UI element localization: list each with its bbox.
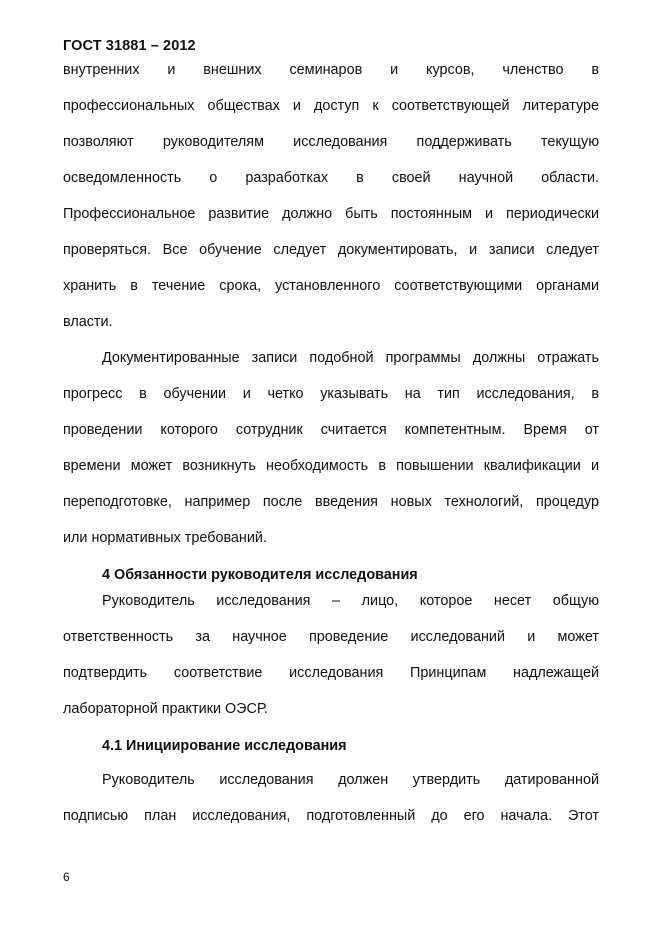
- text-line: прогресс в обучении и четко указывать на тип исследования, в: [63, 386, 599, 402]
- text-line: власти.: [63, 314, 113, 330]
- text-line: или нормативных требований.: [63, 530, 267, 546]
- text-line: проверяться. Все обучение следует документировать, и записи следует: [63, 242, 599, 258]
- text-line: подтвердить соответствие исследования Принципам надлежащей: [63, 665, 599, 681]
- page-number: 6: [63, 870, 70, 884]
- text-line: подписью план исследования, подготовленный до его начала. Этот: [63, 808, 599, 824]
- paragraph-first-line: Руководитель исследования должен утвердить датированной: [102, 772, 599, 788]
- text-line: переподготовке, например после введения новых технологий, процедур: [63, 494, 599, 510]
- text-line: осведомленность о разработках в своей научной области.: [63, 170, 599, 186]
- subsection-heading: 4.1 Инициирование исследования: [102, 738, 347, 754]
- text-line: Профессиональное развитие должно быть постоянным и периодически: [63, 206, 599, 222]
- text-line: профессиональных обществах и доступ к соответствующей литературе: [63, 98, 599, 114]
- text-line: внутренних и внешних семинаров и курсов, членство в: [63, 62, 599, 78]
- text-line: хранить в течение срока, установленного соответствующими органами: [63, 278, 599, 294]
- text-line: ответственность за научное проведение исследований и может: [63, 629, 599, 645]
- text-line: позволяют руководителям исследования поддерживать текущую: [63, 134, 599, 150]
- text-line: лабораторной практики ОЭСР.: [63, 701, 268, 717]
- section-heading: 4 Обязанности руководителя исследования: [102, 567, 418, 583]
- paragraph-first-line: Руководитель исследования – лицо, которое несет общую: [102, 593, 599, 609]
- document-header: ГОСТ 31881 – 2012: [63, 38, 196, 54]
- paragraph-first-line: Документированные записи подобной программы должны отражать: [102, 350, 599, 366]
- text-line: проведении которого сотрудник считается компетентным. Время от: [63, 422, 599, 438]
- text-line: времени может возникнуть необходимость в повышении квалификации и: [63, 458, 599, 474]
